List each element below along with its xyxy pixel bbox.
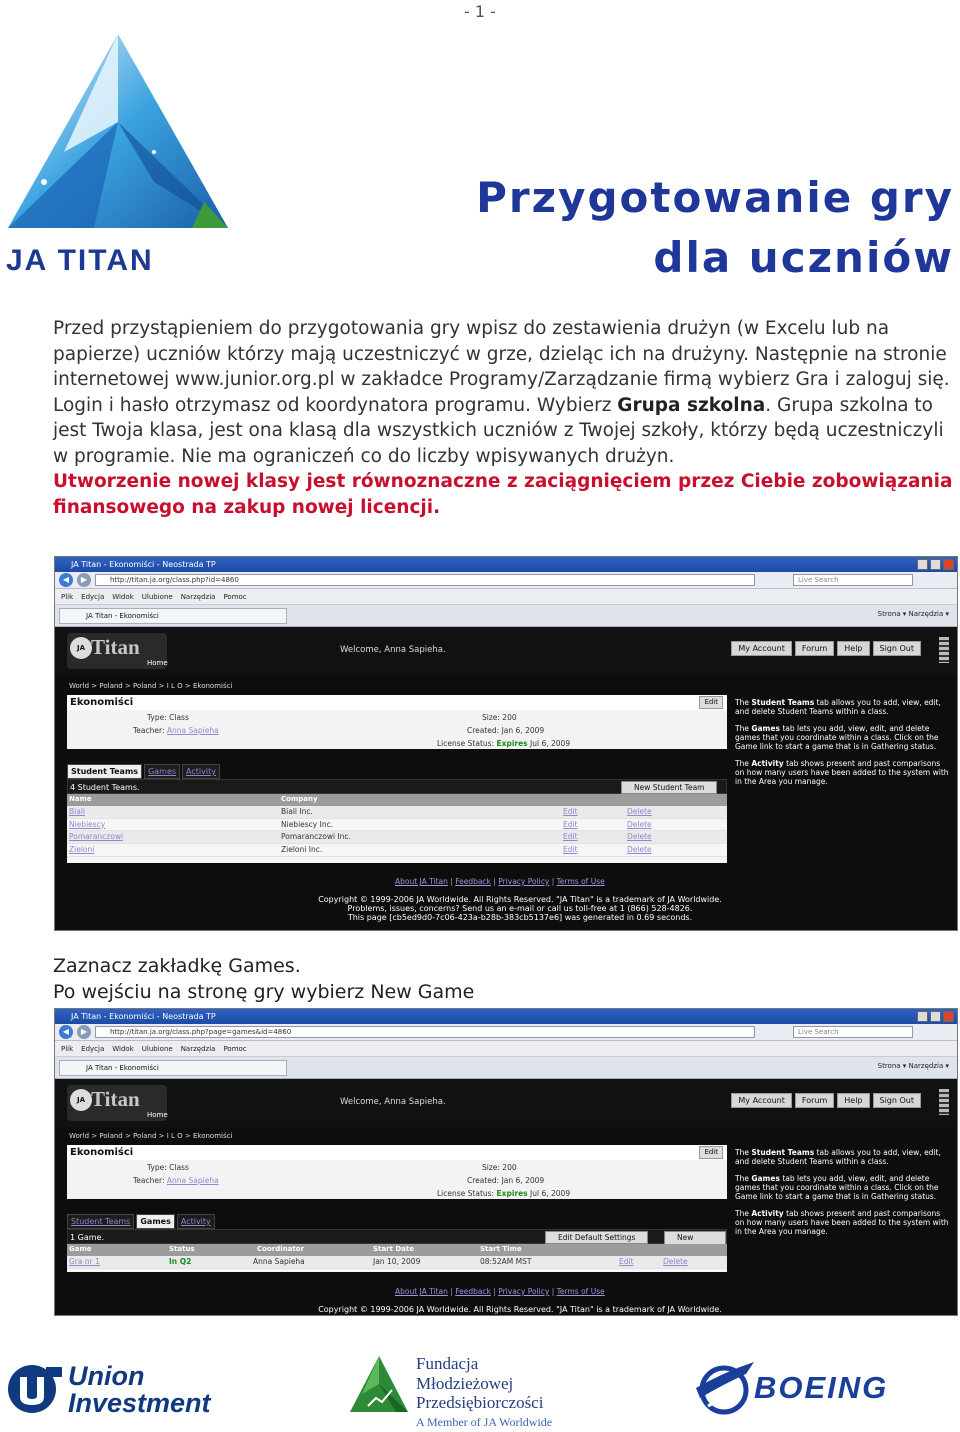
license-status	[437, 739, 570, 748]
site-logo[interactable]	[67, 1085, 167, 1121]
browser-tab[interactable]: JA Titan - Ekonomiści	[59, 1060, 287, 1076]
menu-bar	[55, 589, 957, 605]
live-search-input[interactable]: Live Search	[793, 1026, 913, 1038]
menu-item-plik[interactable]: Plik	[61, 593, 74, 601]
delete-link[interactable]: Delete	[627, 832, 652, 842]
delete-link[interactable]: Delete	[627, 807, 652, 816]
feedback-link[interactable]: Feedback	[455, 877, 491, 886]
privacy-link[interactable]: Privacy Policy	[498, 877, 550, 886]
page-number: - 1 -	[464, 2, 496, 21]
forum-button[interactable]: Forum	[795, 1093, 834, 1108]
fundacja-logo	[348, 1354, 568, 1432]
column-coordinator: Coordinator	[257, 1245, 304, 1253]
boeing-logo	[694, 1358, 944, 1420]
class-created: Created: Jan 6, 2009	[467, 726, 545, 735]
close-icon[interactable]	[943, 559, 954, 570]
back-arrow-icon[interactable]: ◀	[59, 573, 73, 587]
welcome-text: Welcome, Anna Sapieha.	[340, 645, 446, 655]
tab-student-teams[interactable]: Student Teams	[67, 1214, 134, 1229]
class-tabs	[67, 1213, 215, 1229]
ja-titan-logo	[4, 32, 234, 277]
title-line-2: dla uczniów	[653, 233, 954, 282]
edit-class-button[interactable]: Edit	[699, 1146, 723, 1159]
copyright	[255, 895, 785, 922]
class-size: Size: 200	[482, 713, 517, 722]
privacy-link[interactable]: Privacy Policy	[498, 1287, 550, 1296]
license-status	[437, 1189, 570, 1198]
help-panel	[735, 1148, 949, 1244]
screenshot-student-teams	[54, 556, 958, 931]
license-date: Jul 6, 2009	[530, 1189, 571, 1198]
copyright-line: Copyright © 1999-2006 JA Worldwide. All Rights Reserved. "JA Titan" is a trademark of JA Worldwide.	[318, 1305, 722, 1314]
terms-link[interactable]: Terms of Use	[556, 1287, 605, 1296]
menu-item-narzedzia[interactable]: Narzędzia	[180, 593, 216, 601]
intro-text-2: . Grupa szkolna to jest Twoja klasa, jest ona klasą dla wszystkich uczniów z Twojej szkoły, którzy będą uczestniczyli w programie. Nie ma ograniczeń co do liczby wpisywanych drużyn.	[53, 394, 944, 467]
delete-link[interactable]: Delete	[663, 1257, 688, 1266]
game-coordinator: Anna Sapieha	[253, 1257, 305, 1266]
site-logo-ja: JA	[70, 1089, 92, 1111]
tab-student-teams[interactable]: Student Teams	[67, 764, 142, 779]
live-search-input[interactable]: Live Search	[793, 574, 913, 586]
table-row	[67, 844, 727, 857]
page-title	[476, 168, 954, 288]
tab-activity[interactable]: Activity	[177, 1214, 215, 1229]
union-investment-emblem-icon	[6, 1363, 64, 1415]
table-row	[67, 806, 727, 819]
menu-item-narzedzia[interactable]: Narzędzia	[180, 1045, 216, 1053]
menu-item-widok[interactable]: Widok	[112, 593, 134, 601]
game-status: In Q2	[169, 1257, 192, 1266]
window-title: JA Titan - Ekonomiści - Neostrada TP	[71, 560, 216, 569]
help-activity: The Activity tab shows present and past comparisons on how many users have been added to the system with in the Area you manage.	[735, 759, 949, 786]
help-activity: The Activity tab shows present and past comparisons on how many users have been added to the system with in the Area you manage.	[735, 1209, 949, 1236]
column-start-date: Start Date	[373, 1245, 414, 1253]
team-link[interactable]: Zieloni	[69, 845, 95, 855]
copyright-line: Copyright © 1999-2006 JA Worldwide. All Rights Reserved. "JA Titan" is a trademark of JA Worldwide.	[318, 895, 722, 904]
caption-line-1: Zaznacz zakładkę Games.	[53, 955, 301, 977]
forum-button[interactable]: Forum	[795, 641, 834, 656]
edit-link[interactable]: Edit	[563, 819, 578, 829]
site-logo-brand: Titan	[91, 635, 140, 659]
menu-item-pomoc[interactable]: Pomoc	[223, 593, 247, 601]
license-label: License Status:	[437, 1189, 495, 1198]
company-name: Pomaranczowi Inc.	[281, 832, 351, 842]
new-game-button[interactable]: New	[664, 1231, 726, 1255]
team-link[interactable]: Pomaranczowi	[69, 832, 124, 842]
company-name: Niebiescy Inc.	[281, 819, 334, 829]
copyright	[255, 1305, 785, 1314]
forward-arrow-icon[interactable]: ▶	[77, 1025, 91, 1039]
close-icon[interactable]	[943, 1011, 954, 1022]
edit-link[interactable]: Edit	[619, 1257, 634, 1266]
class-name: Ekonomiści	[70, 697, 134, 708]
fundacja-line-2: Młodzieżowej	[416, 1373, 514, 1393]
license-date: Jul 6, 2009	[530, 739, 571, 748]
game-link[interactable]: Gra nr 1	[69, 1257, 100, 1266]
title-line-1: Przygotowanie gry	[476, 173, 954, 222]
home-link[interactable]: Home	[147, 1111, 168, 1119]
scrollbar-icon[interactable]	[939, 1089, 949, 1115]
menu-bar	[55, 1041, 957, 1057]
union-investment-text	[68, 1363, 211, 1417]
license-label: License Status:	[437, 739, 495, 748]
class-tabs	[67, 763, 220, 779]
company-name: Biali Inc.	[281, 807, 313, 816]
screenshot-games	[54, 1008, 958, 1316]
game-count: 1 Game.	[70, 1233, 104, 1242]
edit-default-settings-button[interactable]: Edit Default Settings	[545, 1231, 648, 1244]
fundacja-text	[416, 1354, 543, 1413]
column-game: Game	[69, 1245, 92, 1253]
maximize-icon[interactable]	[930, 559, 941, 570]
footer-links: About JA Titan | Feedback | Privacy Policy | Terms of Use	[395, 1287, 605, 1296]
site-logo-brand: Titan	[91, 1087, 140, 1111]
minimize-icon[interactable]	[917, 1011, 928, 1022]
tab-games[interactable]: Games	[144, 764, 180, 779]
browser-tab-bar	[55, 1057, 957, 1079]
minimize-icon[interactable]	[917, 559, 928, 570]
teacher-link[interactable]: Anna Sapieha	[166, 726, 219, 735]
home-link[interactable]: Home	[147, 659, 168, 667]
window-titlebar	[55, 1009, 957, 1024]
company-name: Zieloni Inc.	[281, 845, 323, 855]
help-games: The Games tab lets you add, view, edit, and delete games that you coordinate within a class. Click on the Game link to start a game that is in Gathering status.	[735, 1174, 939, 1201]
investment-line: Investment	[68, 1388, 211, 1418]
boeing-emblem-icon	[694, 1358, 756, 1420]
maximize-icon[interactable]	[930, 1011, 941, 1022]
my-account-button[interactable]: My Account	[731, 1093, 791, 1108]
class-teacher	[133, 1176, 219, 1185]
back-arrow-icon[interactable]: ◀	[59, 1025, 73, 1039]
tab-activity[interactable]: Activity	[182, 764, 220, 779]
forward-arrow-icon[interactable]: ▶	[77, 573, 91, 587]
terms-link[interactable]: Terms of Use	[556, 877, 605, 886]
union-line: Union	[68, 1361, 145, 1391]
fundacja-line-3: Przedsiębiorczości	[416, 1393, 544, 1412]
edit-link[interactable]: Edit	[563, 845, 578, 855]
team-link[interactable]: Biali	[69, 807, 85, 816]
class-type: Type: Class	[147, 713, 189, 722]
contact-line: Problems, issues, concerns? Send us an e-mail or call us toll-free at 1 (866) 528-4826.	[347, 904, 693, 913]
address-bar	[55, 1024, 957, 1041]
class-info-box	[67, 1145, 727, 1199]
window-title: JA Titan - Ekonomiści - Neostrada TP	[71, 1012, 216, 1021]
table-header	[67, 1244, 727, 1256]
help-panel	[735, 698, 949, 794]
teacher-label: Teacher:	[133, 1176, 165, 1185]
menu-item-ulubione[interactable]: Ulubione	[141, 593, 173, 601]
help-button[interactable]: Help	[837, 641, 869, 656]
boeing-text: BOEING	[754, 1370, 889, 1405]
license-expires: Expires	[496, 739, 528, 748]
tab-games[interactable]: Games	[136, 1214, 175, 1229]
browser-tools[interactable]: Strona ▾ Narzędzia ▾	[877, 610, 949, 618]
table-row	[67, 831, 727, 844]
about-link[interactable]: About JA Titan	[395, 1287, 448, 1296]
license-expires: Expires	[496, 1189, 528, 1198]
menu-item-edycja[interactable]: Edycja	[81, 593, 105, 601]
edit-class-button[interactable]: Edit	[699, 696, 723, 709]
table-header	[67, 794, 727, 806]
new-student-team-button[interactable]: New Student Team	[621, 781, 717, 794]
my-account-button[interactable]: My Account	[731, 641, 791, 656]
menu-item-widok[interactable]: Widok	[112, 1045, 134, 1053]
help-student-teams: The Student Teams tab allows you to add, view, edit, and delete Student Teams within a class.	[735, 1148, 941, 1166]
help-student-teams: The Student Teams tab allows you to add, view, edit, and delete Student Teams within a class.	[735, 698, 941, 716]
edit-link[interactable]: Edit	[563, 807, 578, 816]
triangle-logo-icon	[4, 32, 234, 232]
class-teacher	[133, 726, 219, 735]
welcome-text: Welcome, Anna Sapieha.	[340, 1097, 446, 1107]
column-start-time: Start Time	[480, 1245, 522, 1253]
teacher-link[interactable]: Anna Sapieha	[166, 1176, 219, 1185]
breadcrumb[interactable]: World > Poland > Poland > I L O > Ekonomiści	[69, 1132, 233, 1140]
class-created: Created: Jan 6, 2009	[467, 1176, 545, 1185]
caption	[53, 954, 474, 1005]
url-input[interactable]: http://titan.ja.org/class.php?page=games&id=4860	[95, 1026, 755, 1038]
fundacja-triangle-icon	[348, 1354, 410, 1416]
ja-titan-logo-text: JA TITAN	[6, 244, 154, 277]
class-name: Ekonomiści	[70, 1147, 134, 1158]
games-list	[67, 1229, 727, 1272]
site-header	[55, 1079, 957, 1127]
breadcrumb[interactable]: World > Poland > Poland > I L O > Ekonomiści	[69, 682, 233, 690]
column-status: Status	[169, 1245, 195, 1253]
team-link[interactable]: Niebiescy	[69, 819, 106, 829]
scrollbar-icon[interactable]	[939, 637, 949, 663]
teacher-label: Teacher:	[133, 726, 165, 735]
sign-out-button[interactable]: Sign Out	[873, 1093, 922, 1108]
browser-tools[interactable]: Strona ▾ Narzędzia ▾	[877, 1062, 949, 1070]
menu-item-ulubione[interactable]: Ulubione	[141, 1045, 173, 1053]
window-titlebar	[55, 557, 957, 572]
help-games: The Games tab lets you add, view, edit, and delete games that you coordinate within a class. Click on the Game link to start a game that is in Gathering status.	[735, 724, 939, 751]
class-info-box	[67, 695, 727, 749]
url-input[interactable]: http://titan.ja.org/class.php?id=4860	[95, 574, 755, 586]
class-type: Type: Class	[147, 1163, 189, 1172]
menu-item-pomoc[interactable]: Pomoc	[223, 1045, 247, 1053]
delete-link[interactable]: Delete	[627, 819, 652, 829]
table-row	[67, 1256, 727, 1269]
browser-tab[interactable]: JA Titan - Ekonomiści	[59, 608, 287, 624]
intro-bold-term: Grupa szkolna	[617, 394, 766, 416]
column-company: Company	[281, 795, 318, 803]
about-link[interactable]: About JA Titan	[395, 877, 448, 886]
site-logo[interactable]	[67, 633, 167, 669]
site-logo-ja: JA	[70, 637, 92, 659]
caption-line-2: Po wejściu na stronę gry wybierz New Game	[53, 980, 475, 1003]
game-start-date: Jan 10, 2009	[373, 1257, 421, 1266]
intro-paragraph	[53, 316, 953, 520]
edit-link[interactable]: Edit	[563, 832, 578, 842]
feedback-link[interactable]: Feedback	[455, 1287, 491, 1296]
site-header	[55, 627, 957, 675]
address-bar	[55, 572, 957, 589]
fundacja-member-text: A Member of JA Worldwide	[416, 1415, 553, 1429]
delete-link[interactable]: Delete	[627, 845, 652, 855]
footer-links: About JA Titan | Feedback | Privacy Policy | Terms of Use	[395, 877, 605, 886]
license-warning: Utworzenie nowej klasy jest równoznaczne z zaciągnięciem przez Ciebie zobowiązania finansowego na zakup nowej licencji.	[53, 471, 953, 518]
browser-tab-bar	[55, 605, 957, 627]
column-name: Name	[69, 795, 92, 803]
table-row	[67, 819, 727, 832]
union-investment-logo	[6, 1363, 241, 1423]
menu-item-edycja[interactable]: Edycja	[81, 1045, 105, 1053]
menu-item-plik[interactable]: Plik	[61, 1045, 74, 1053]
game-start-time: 08:52AM MST	[480, 1257, 532, 1266]
class-size: Size: 200	[482, 1163, 517, 1172]
generated-line: This page [cb5ed9d0-7c06-423a-b28b-383cb5137e6] was generated in 0.69 seconds.	[347, 913, 693, 922]
team-count: 4 Student Teams.	[70, 783, 140, 792]
sign-out-button[interactable]: Sign Out	[873, 641, 922, 656]
fundacja-line-1: Fundacja	[416, 1354, 479, 1373]
intro-text-1: Przed przystąpieniem do przygotowania gry wpisz do zestawienia drużyn (w Excelu lub na papierze) uczniów którzy mają uczestniczyć w grze, dzieląc ich na drużyny. Następnie na stronie internetowej www.junior.org.pl w zakładce Programy/Zarządzanie firmą wybierz Gra i zaloguj się. Login i hasło otrzymasz od koordynatora programu. Wybierz	[53, 318, 950, 416]
student-teams-list	[67, 779, 727, 863]
help-button[interactable]: Help	[837, 1093, 869, 1108]
